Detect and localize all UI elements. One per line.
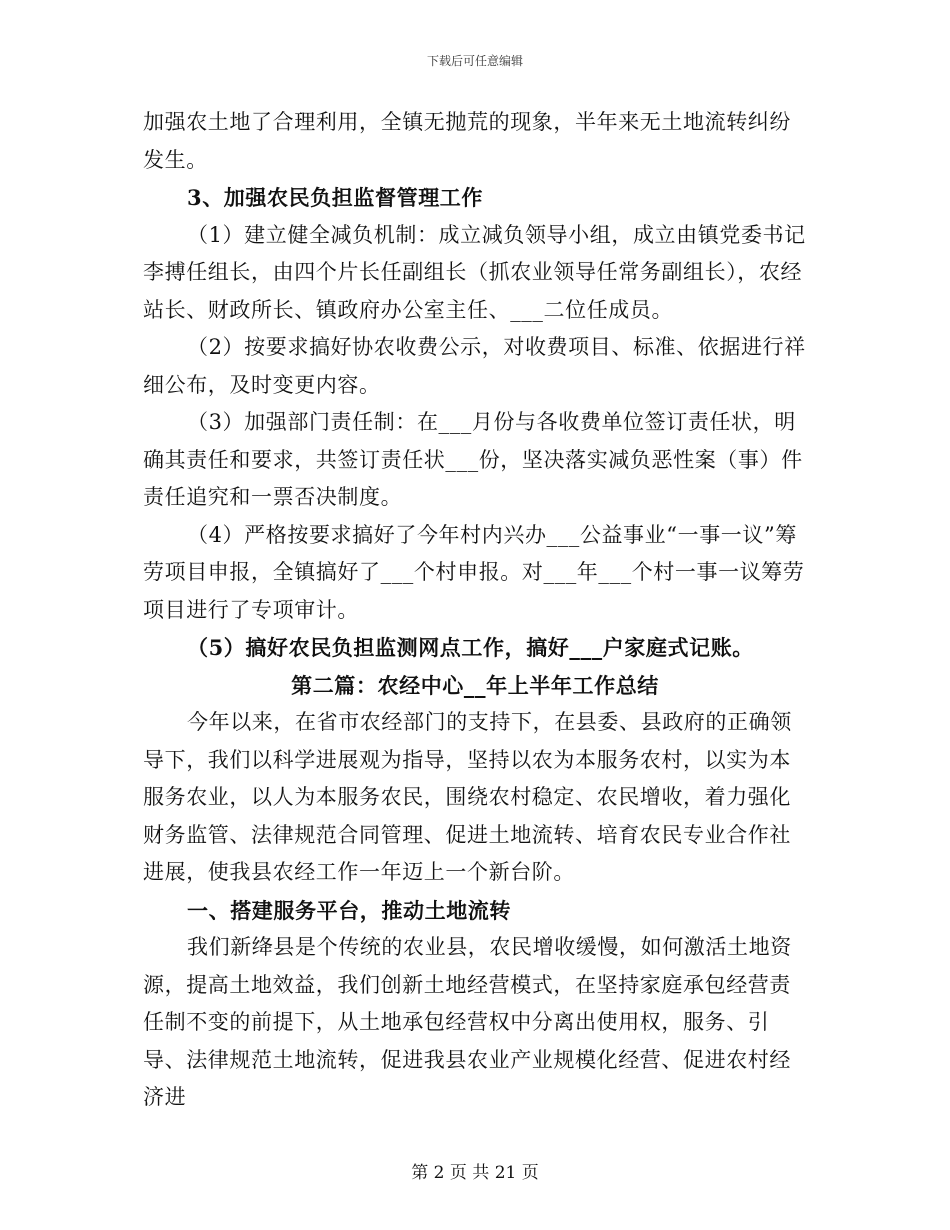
section-heading: 3、加强农民负担监督管理工作 [187, 185, 484, 210]
paragraph-bold: （5）搞好农民负担监测网点工作，搞好___户家庭式记账。 [187, 635, 754, 660]
article-title: 第二篇：农经中心__年上半年工作总结 [291, 672, 659, 698]
paragraph: 今年以来，在省市农经部门的支持下，在县委、县政府的正确领导下，我们以科学进展观为指导，坚持以农为本服务农村，以实为本服务农业，以人为本服务农民，围绕农村稳定、农民增收，着力强化财务监管、法律规范合同管理、促进土地流转、培育农民专业合作社进展，使我县农经工作一年迈上一个新台阶。 [143, 710, 792, 884]
paragraph: （1）建立健全减负机制：成立减负领导小组，成立由镇党委书记李搏任组长，由四个片长任副组长（抓农业领导任常务副组长），农经站长、财政所长、镇政府办公室主任、___二位任成员。 [143, 222, 806, 322]
paragraph: 加强农土地了合理利用，全镇无抛荒的现象，半年来无土地流转纠纷发生。 [143, 110, 791, 172]
page-number: 第 2 页 共 21 页 [411, 1163, 539, 1183]
paragraph: 我们新绛县是个传统的农业县，农民增收缓慢，如何激活土地资源，提高土地效益，我们创新土地经营模式，在坚持家庭承包经营责任制不变的前提下，从土地承包经营权中分离出使用权，服务、引导、法律规范土地流转，促进我县农业产业规模化经营、促进农村经济进 [143, 935, 792, 1109]
document-body [143, 104, 807, 1117]
paragraph: （3）加强部门责任制：在___月份与各收费单位签订责任状，明确其责任和要求，共签订责任状___份，坚决落实减负恶性案（事）件责任追究和一票否决制度。 [143, 410, 803, 509]
paragraph: （2）按要求搞好协农收费公示，对收费项目、标准、依据进行祥细公布，及时变更内容。 [143, 335, 806, 397]
page-header-note: 下载后可任意编辑 [426, 54, 523, 68]
paragraph: （4）严格按要求搞好了今年村内兴办___公益事业“一事一议”筹劳项目申报，全镇搞好了___个村申报。对___年___个村一事一议筹劳项目进行了专项审计。 [143, 522, 805, 622]
section-heading: 一、搭建服务平台，推动土地流转 [187, 897, 511, 923]
